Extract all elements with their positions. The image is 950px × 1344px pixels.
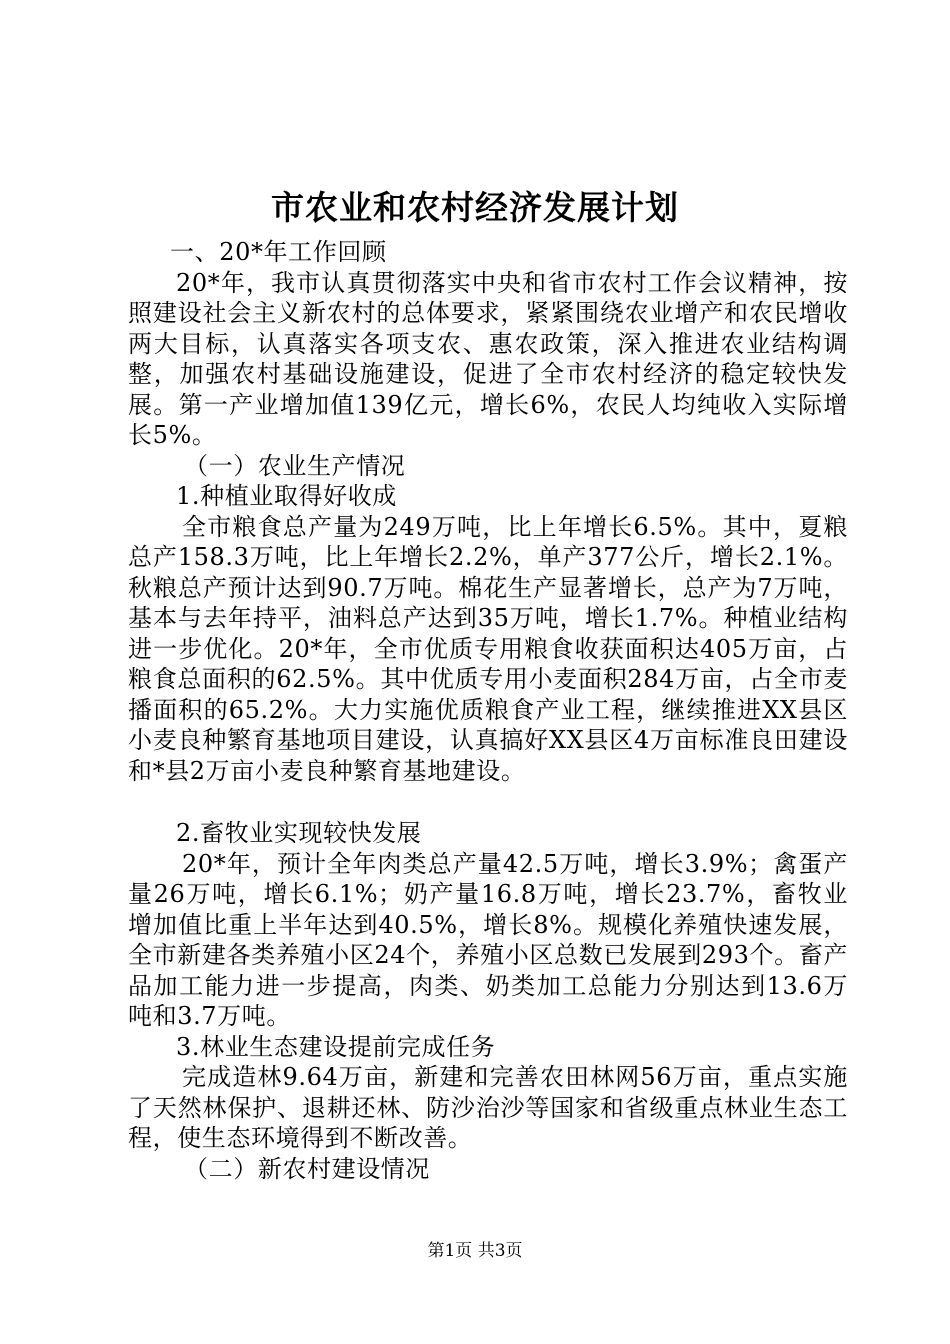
- subsection-heading-new-countryside: （二）新农村建设情况: [184, 1154, 430, 1183]
- item-heading-forestry: 3.林业生态建设提前完成任务: [176, 1032, 496, 1061]
- paragraph-livestock: 20*年，预计全年肉类总产量42.5万吨，增长3.9%；禽蛋产量26万吨，增长6.1%；奶产量16.8万吨，增长23.7%，畜牧业增加值比重上半年达到40.5%，增长8%。规模化养殖快速发展，全市新建各类养殖小区24个，养殖小区总数已发展到293个。畜产品加工能力进一步提高，肉类、奶类加工总能力分别达到13.6万吨和3.7万吨。: [128, 849, 848, 1030]
- document-title: 市农业和农村经济发展计划: [271, 188, 679, 227]
- section-heading-review: 一、20*年工作回顾: [170, 238, 387, 266]
- paragraph-spacer: [128, 786, 848, 818]
- subsection-heading-agriculture: （一）农业生产情况: [184, 451, 406, 480]
- item-heading-planting: 1.种植业取得好收成: [176, 482, 397, 510]
- paragraph-forestry: 完成造林9.64万亩，新建和完善农田林网56万亩，重点实施了天然林保护、退耕还林、防沙治沙等国家和省级重点林业生态工程，使生态环境得到不断改善。: [128, 1063, 848, 1152]
- paragraph-overview: 20*年，我市认真贯彻落实中央和省市农村工作会议精神，按照建设社会主义新农村的总体要求，紧紧围绕农业增产和农民增收两大目标，认真落实各项支农、惠农政策，深入推进农业结构调整，加强农村基础设施建设，促进了全市农村经济的稳定较快发展。第一产业增加值139亿元，增长6%，农民人均纯收入实际增长5%。: [128, 268, 848, 449]
- document-body: [128, 237, 848, 1184]
- item-heading-livestock: 2.畜牧业实现较快发展: [176, 819, 422, 847]
- page-footer: 第1页 共3页: [427, 1241, 523, 1261]
- paragraph-planting: 全市粮食总产量为249万吨，比上年增长6.5%。其中，夏粮总产158.3万吨，比上年增长2.2%，单产377公斤，增长2.1%。秋粮总产预计达到90.7万吨。棉花生产显著增长，总产为7万吨，基本与去年持平，油料总产达到35万吨，增长1.7%。种植业结构进一步优化。20*年，全市优质专用粮食收获面积达405万亩，占粮食总面积的62.5%。其中优质专用小麦面积284万亩，占全市麦播面积的65.2%。大力实施优质粮食产业工程，继续推进XX县区小麦良种繁育基地项目建设，认真搞好XX县区4万亩标准良田建设和*县2万亩小麦良种繁育基地建设。: [128, 512, 848, 785]
